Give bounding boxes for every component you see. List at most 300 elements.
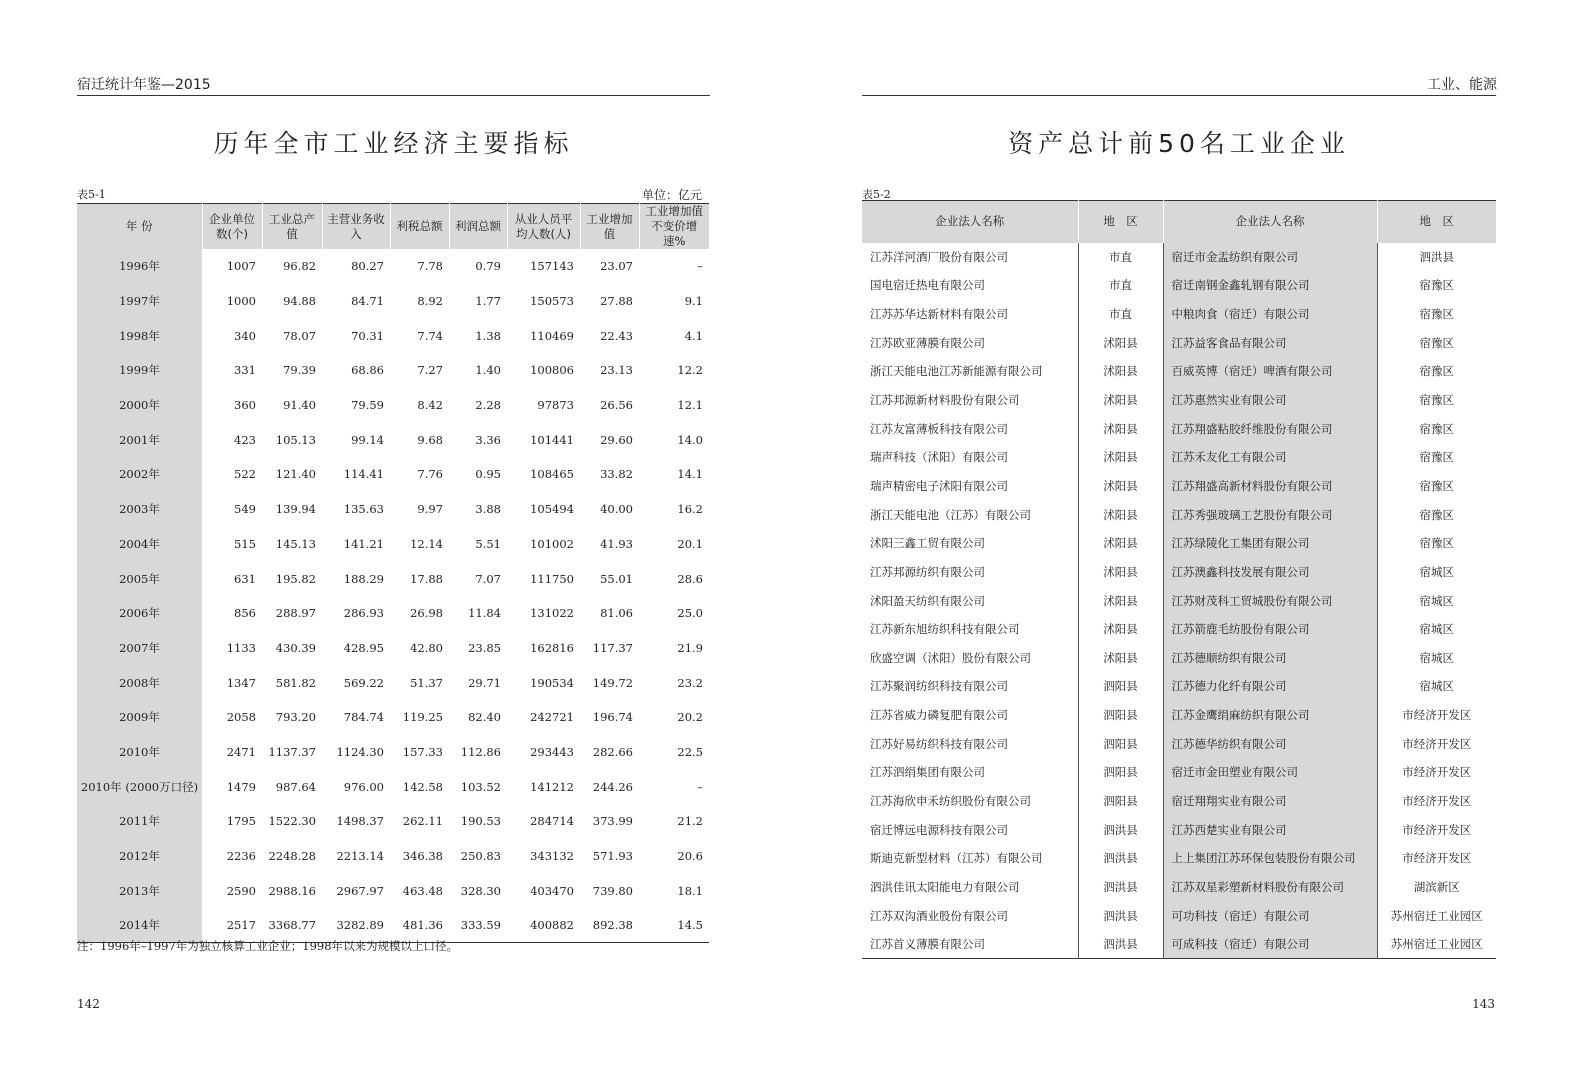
value-cell: 99.14 [351,432,384,447]
region-cell: 泗阳县 [1078,758,1163,787]
value-cell: 68.86 [351,363,384,378]
value-cell: 2590 [226,883,256,898]
value-cell: – [697,259,703,274]
region-cell: 沭阳县 [1078,500,1163,529]
value-cell: 2967.97 [336,883,384,898]
region-cell: 湖滨新区 [1377,873,1496,902]
value-cell: 739.80 [592,883,633,898]
region-cell: 市直 [1078,271,1163,300]
year-cell: 1998年 [77,318,202,353]
value-cell: 114.41 [343,467,384,482]
value-cell: 81.06 [600,606,633,621]
value-cell: 1007 [226,259,256,274]
value-cell: 430.39 [275,640,316,655]
value-cell: 42.80 [410,640,443,655]
value-cell: 286.93 [343,606,384,621]
table-row [77,769,709,804]
value-cell: 14.5 [677,918,703,933]
region-cell: 泗洪县 [1078,930,1163,959]
enterprise-name-cell: 江苏好易纺织科技有限公司 [870,736,1008,751]
value-cell: 569.22 [343,675,384,690]
value-cell: 78.07 [283,328,316,343]
value-cell: 110469 [530,328,574,343]
value-cell: 2471 [226,744,256,759]
enterprise-name-cell: 江苏新东旭纺织科技有限公司 [870,622,1020,637]
value-cell: 162816 [530,640,574,655]
region-cell: 宿豫区 [1377,271,1496,300]
value-cell: – [697,779,703,794]
year-cell: 2008年 [77,665,202,700]
table-row [77,804,709,839]
value-cell: 101002 [530,536,574,551]
value-cell: 145.13 [275,536,316,551]
table-row [862,243,1496,272]
value-cell: 340 [234,328,256,343]
enterprise-name-cell: 江苏德力化纤有限公司 [1163,672,1377,701]
region-cell: 泗洪县 [1078,901,1163,930]
enterprise-name-cell: 宿迁博远电源科技有限公司 [870,822,1008,837]
region-cell: 沭阳县 [1078,386,1163,415]
value-cell: 119.25 [402,710,443,725]
column-header: 利润总额 [449,204,507,250]
table-row [862,901,1496,930]
left-page-number: 142 [77,997,100,1011]
enterprise-name-cell: 沭阳三鑫工贸有限公司 [870,536,985,551]
value-cell: 7.74 [417,328,443,343]
enterprise-name-cell: 江苏邦源新材料股份有限公司 [870,393,1020,408]
value-cell: 188.29 [343,571,384,586]
year-cell: 2000年 [77,388,202,423]
column-header: 企业单位数(个) [202,204,262,250]
left-running-header: 宿迁统计年鉴—2015 [77,77,211,93]
value-cell: 70.31 [351,328,384,343]
value-cell: 3282.89 [336,918,384,933]
enterprise-name-cell: 江苏惠然实业有限公司 [1163,386,1377,415]
year-cell: 2009年 [77,700,202,735]
table-row [862,500,1496,529]
enterprise-name-cell: 百威英博（宿迁）啤酒有限公司 [1163,357,1377,386]
value-cell: 373.99 [592,814,633,829]
table-row [77,596,709,631]
value-cell: 29.60 [600,432,633,447]
region-cell: 宿豫区 [1377,414,1496,443]
year-cell: 2014年 [77,908,202,943]
region-cell: 沭阳县 [1078,472,1163,501]
region-cell: 市经济开发区 [1377,701,1496,730]
value-cell: 9.97 [417,502,443,517]
year-cell: 2007年 [77,631,202,666]
region-cell: 市经济开发区 [1377,815,1496,844]
table-5-1-number: 表5-1 [77,188,106,201]
enterprise-name-cell: 可成科技（宿迁）有限公司 [1163,930,1377,959]
value-cell: 7.78 [417,259,443,274]
enterprise-name-cell: 宿迁市金田塑业有限公司 [1163,758,1377,787]
region-cell: 苏州宿迁工业园区 [1377,930,1496,959]
enterprise-name-cell: 江苏澳鑫科技发展有限公司 [1163,558,1377,587]
value-cell: 571.93 [592,849,633,864]
industry-indicators-table [77,203,709,943]
value-cell: 3.88 [475,502,501,517]
region-cell: 宿豫区 [1377,443,1496,472]
value-cell: 481.36 [402,918,443,933]
value-cell: 242721 [530,710,574,725]
value-cell: 149.72 [592,675,633,690]
value-cell: 328.30 [460,883,501,898]
enterprise-name-cell: 沭阳盈天纺织有限公司 [870,593,985,608]
region-cell: 沭阳县 [1078,357,1163,386]
value-cell: 293443 [530,744,574,759]
enterprise-name-cell: 江苏禾友化工有限公司 [1163,443,1377,472]
value-cell: 282.66 [592,744,633,759]
column-header: 工业总产值 [262,204,322,250]
value-cell: 117.37 [592,640,633,655]
enterprise-name-cell: 瑞声精密电子沭阳有限公司 [870,478,1008,493]
enterprise-name-cell: 江苏双星彩塑新材料股份有限公司 [1163,873,1377,902]
table-row [862,930,1496,959]
table-note: 注：1996年–1997年为独立核算工业企业；1998年以来为规模以上口径。 [77,939,459,953]
value-cell: 250.83 [460,849,501,864]
value-cell: 1479 [226,779,256,794]
enterprise-name-cell: 国电宿迁热电有限公司 [870,278,985,293]
region-cell: 沭阳县 [1078,443,1163,472]
value-cell: 2058 [226,710,256,725]
value-cell: 2.28 [475,398,501,413]
enterprise-name-cell: 浙江天能电池（江苏）有限公司 [870,507,1031,522]
table-row [862,643,1496,672]
value-cell: 157.33 [402,744,443,759]
value-cell: 1.38 [475,328,501,343]
value-cell: 25.0 [677,606,703,621]
value-cell: 403470 [530,883,574,898]
enterprise-name-cell: 宿迁市金盂纺织有限公司 [1163,243,1377,272]
region-cell: 沭阳县 [1078,328,1163,357]
region-cell: 宿城区 [1377,615,1496,644]
enterprise-name-cell: 江苏金鹰绢麻纺织有限公司 [1163,701,1377,730]
enterprise-name-cell: 斯迪克新型材料（江苏）有限公司 [870,851,1043,866]
value-cell: 23.2 [677,675,703,690]
value-cell: 23.85 [468,640,501,655]
region-cell: 市经济开发区 [1377,729,1496,758]
value-cell: 1522.30 [268,814,316,829]
enterprise-name-cell: 江苏省威力磷复肥有限公司 [870,708,1008,723]
region-cell: 宿豫区 [1377,328,1496,357]
enterprise-name-cell: 江苏西楚实业有限公司 [1163,815,1377,844]
table-row [77,249,709,284]
value-cell: 111750 [530,571,574,586]
region-cell: 泗洪县 [1078,873,1163,902]
year-cell: 2010年 (2000万口径) [77,769,202,804]
year-cell: 1996年 [77,249,202,284]
table-row [862,529,1496,558]
value-cell: 21.9 [677,640,703,655]
table-row [862,271,1496,300]
value-cell: 79.59 [351,398,384,413]
table-row [862,701,1496,730]
value-cell: 96.82 [283,259,316,274]
region-cell: 沭阳县 [1078,643,1163,672]
region-cell: 市经济开发区 [1377,787,1496,816]
enterprise-name-cell: 浙江天能电池江苏新能源有限公司 [870,364,1043,379]
value-cell: 9.68 [417,432,443,447]
region-cell: 泗洪县 [1377,243,1496,272]
year-cell: 2010年 [77,735,202,770]
enterprise-name-cell: 江苏首义薄膜有限公司 [870,936,985,951]
value-cell: 135.63 [343,502,384,517]
year-cell: 1999年 [77,353,202,388]
region-cell: 宿豫区 [1377,472,1496,501]
table-row [77,631,709,666]
table-row [77,839,709,874]
value-cell: 105494 [530,502,574,517]
value-cell: 333.59 [460,918,501,933]
value-cell: 14.0 [677,432,703,447]
column-header: 地 区 [1078,201,1163,243]
enterprise-name-cell: 江苏洋河酒厂股份有限公司 [870,249,1008,264]
column-header: 工业增加值 [580,204,639,250]
table-row [862,414,1496,443]
table-row [862,787,1496,816]
enterprise-name-cell: 江苏邦源纺织有限公司 [870,564,985,579]
value-cell: 190.53 [460,814,501,829]
table-row [862,586,1496,615]
table-row [77,388,709,423]
value-cell: 423 [234,432,256,447]
value-cell: 196.74 [592,710,633,725]
value-cell: 40.00 [600,502,633,517]
value-cell: 141.21 [343,536,384,551]
value-cell: 157143 [530,259,574,274]
column-header: 从业人员平均人数(人) [507,204,580,250]
value-cell: 100806 [530,363,574,378]
region-cell: 泗阳县 [1078,787,1163,816]
right-page-number: 143 [1472,997,1495,1011]
enterprise-name-cell: 江苏双沟酒业股份有限公司 [870,908,1008,923]
year-cell: 1997年 [77,284,202,319]
table-row [862,873,1496,902]
value-cell: 4.1 [684,328,703,343]
year-cell: 2006年 [77,596,202,631]
enterprise-name-cell: 江苏德顺纺织有限公司 [1163,643,1377,672]
value-cell: 1124.30 [336,744,384,759]
table-row [77,457,709,492]
table-row [862,844,1496,873]
value-cell: 105.13 [275,432,316,447]
region-cell: 宿豫区 [1377,386,1496,415]
region-cell: 宿城区 [1377,643,1496,672]
right-header-rule [862,95,1496,96]
value-cell: 103.52 [460,779,501,794]
value-cell: 463.48 [402,883,443,898]
value-cell: 112.86 [460,744,501,759]
table-row [77,665,709,700]
table-row [862,328,1496,357]
value-cell: 7.76 [417,467,443,482]
value-cell: 3.36 [475,432,501,447]
table-row [77,873,709,908]
value-cell: 20.6 [677,849,703,864]
value-cell: 8.42 [417,398,443,413]
value-cell: 976.00 [343,779,384,794]
table-row [862,357,1496,386]
value-cell: 108465 [530,467,574,482]
region-cell: 泗阳县 [1078,701,1163,730]
value-cell: 1137.37 [268,744,316,759]
value-cell: 82.40 [468,710,501,725]
table-row [77,492,709,527]
region-cell: 泗洪县 [1078,844,1163,873]
value-cell: 11.84 [468,606,501,621]
enterprise-name-cell: 江苏欧亚薄膜有限公司 [870,335,985,350]
value-cell: 79.39 [283,363,316,378]
value-cell: 549 [234,502,256,517]
right-running-header: 工业、能源 [1427,77,1497,93]
value-cell: 91.40 [283,398,316,413]
value-cell: 2213.14 [336,849,384,864]
value-cell: 343132 [530,849,574,864]
value-cell: 12.14 [410,536,443,551]
value-cell: 1133 [226,640,256,655]
value-cell: 8.92 [417,294,443,309]
table-row [77,700,709,735]
value-cell: 3368.77 [268,918,316,933]
enterprise-name-cell: 江苏翔盛粘胶纤维股份有限公司 [1163,414,1377,443]
value-cell: 2517 [226,918,256,933]
enterprise-name-cell: 江苏友富薄板科技有限公司 [870,421,1008,436]
enterprise-name-cell: 江苏秀强玻璃工艺股份有限公司 [1163,500,1377,529]
region-cell: 宿豫区 [1377,500,1496,529]
value-cell: 7.07 [475,571,501,586]
value-cell: 51.37 [410,675,443,690]
column-header: 企业法人名称 [862,201,1078,243]
value-cell: 284714 [530,814,574,829]
value-cell: 26.98 [410,606,443,621]
value-cell: 331 [234,363,256,378]
value-cell: 80.27 [351,259,384,274]
table-row [862,472,1496,501]
year-cell: 2002年 [77,457,202,492]
value-cell: 190534 [530,675,574,690]
enterprise-name-cell: 泗洪佳讯太阳能电力有限公司 [870,879,1020,894]
value-cell: 7.27 [417,363,443,378]
top50-enterprises-table [862,200,1496,959]
value-cell: 12.1 [677,398,703,413]
value-cell: 581.82 [275,675,316,690]
value-cell: 262.11 [402,814,443,829]
enterprise-name-cell: 上上集团江苏环保包装股份有限公司 [1163,844,1377,873]
value-cell: 12.2 [677,363,703,378]
left-page-title: 历年全市工业经济主要指标 [213,129,574,158]
value-cell: 84.71 [351,294,384,309]
value-cell: 17.88 [410,571,443,586]
value-cell: 97873 [537,398,574,413]
enterprise-name-cell: 宿迁南钢金鑫轧钢有限公司 [1163,271,1377,300]
value-cell: 33.82 [600,467,633,482]
value-cell: 5.51 [475,536,501,551]
year-cell: 2001年 [77,422,202,457]
value-cell: 131022 [530,606,574,621]
value-cell: 22.43 [600,328,633,343]
table-row [77,527,709,562]
value-cell: 21.2 [677,814,703,829]
table-row [77,735,709,770]
region-cell: 沭阳县 [1078,414,1163,443]
value-cell: 244.26 [592,779,633,794]
year-cell: 2013年 [77,873,202,908]
enterprise-name-cell: 宿迁翔翔实业有限公司 [1163,787,1377,816]
enterprise-name-cell: 江苏苏华达新材料有限公司 [870,307,1008,322]
value-cell: 0.95 [475,467,501,482]
value-cell: 346.38 [402,849,443,864]
table-row [862,729,1496,758]
region-cell: 宿豫区 [1377,300,1496,329]
region-cell: 苏州宿迁工业园区 [1377,901,1496,930]
enterprise-name-cell: 江苏翔盛高新材料股份有限公司 [1163,472,1377,501]
value-cell: 26.56 [600,398,633,413]
table-row [77,318,709,353]
value-cell: 2248.28 [268,849,316,864]
table-row [77,284,709,319]
enterprise-name-cell: 江苏聚润纺织科技有限公司 [870,679,1008,694]
region-cell: 沭阳县 [1078,529,1163,558]
value-cell: 41.93 [600,536,633,551]
value-cell: 139.94 [275,502,316,517]
value-cell: 101441 [530,432,574,447]
value-cell: 23.07 [600,259,633,274]
table-row [862,672,1496,701]
left-header-rule [77,95,710,96]
region-cell: 市直 [1078,243,1163,272]
region-cell: 市经济开发区 [1377,844,1496,873]
enterprise-name-cell: 江苏箭鹿毛纺股份有限公司 [1163,615,1377,644]
value-cell: 360 [234,398,256,413]
table-row [862,386,1496,415]
enterprise-name-cell: 江苏海欣申禾纺织股份有限公司 [870,793,1031,808]
value-cell: 28.6 [677,571,703,586]
enterprise-name-cell: 中粮肉食（宿迁）有限公司 [1163,300,1377,329]
value-cell: 16.2 [677,502,703,517]
region-cell: 市经济开发区 [1377,758,1496,787]
table-row [77,353,709,388]
region-cell: 市直 [1078,300,1163,329]
table-row [77,422,709,457]
value-cell: 784.74 [343,710,384,725]
value-cell: 856 [234,606,256,621]
unit-label: 单位：亿元 [641,188,702,202]
value-cell: 1795 [226,814,256,829]
value-cell: 515 [234,536,256,551]
value-cell: 428.95 [343,640,384,655]
year-cell: 2004年 [77,527,202,562]
value-cell: 793.20 [275,710,316,725]
region-cell: 宿城区 [1377,586,1496,615]
value-cell: 27.88 [600,294,633,309]
right-page-title: 资产总计前50名工业企业 [1008,129,1350,158]
value-cell: 20.1 [677,536,703,551]
enterprise-name-cell: 江苏益客食品有限公司 [1163,328,1377,357]
value-cell: 29.71 [468,675,501,690]
column-header: 工业增加值不变价增速% [639,204,709,250]
year-cell: 2003年 [77,492,202,527]
value-cell: 1347 [226,675,256,690]
value-cell: 1.77 [475,294,501,309]
column-header: 主营业务收入 [322,204,390,250]
value-cell: 400882 [530,918,574,933]
region-cell: 泗洪县 [1078,815,1163,844]
table-header-row [77,204,709,250]
table-row [862,300,1496,329]
column-header: 利税总额 [390,204,449,250]
region-cell: 沭阳县 [1078,586,1163,615]
